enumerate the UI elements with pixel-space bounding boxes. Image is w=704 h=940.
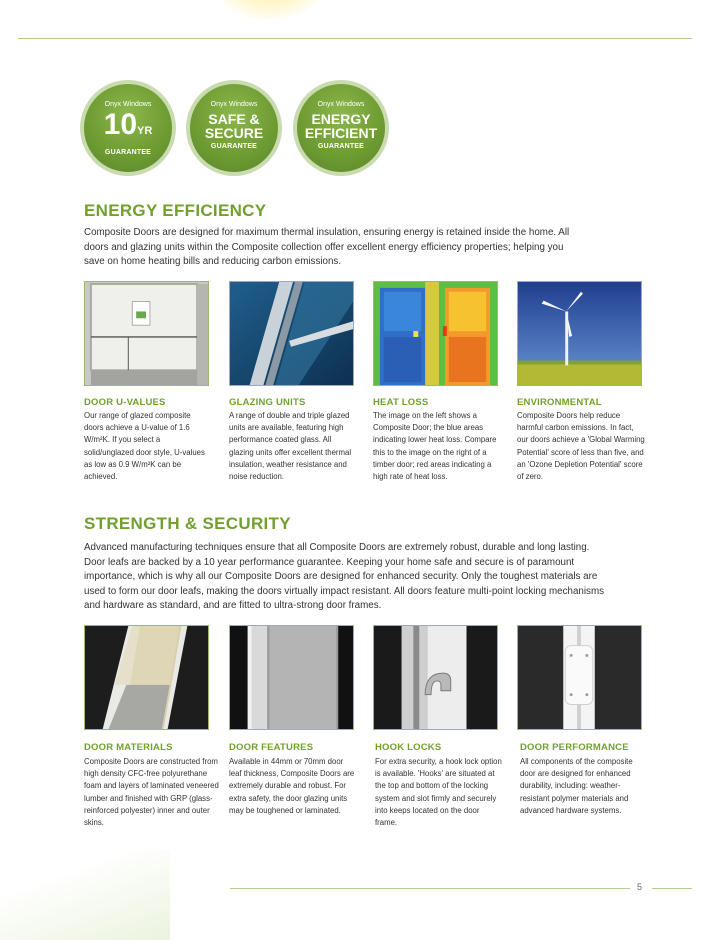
- badge-line: ENERGY: [311, 111, 371, 127]
- top-divider: [18, 38, 692, 39]
- badge-foot: GUARANTEE: [317, 143, 365, 150]
- bottom-divider: [230, 888, 630, 889]
- sun-glow-decoration: [210, 0, 330, 20]
- badge-number: 10YR: [103, 108, 153, 141]
- corner-decoration: [0, 850, 170, 940]
- door-u-values-text: Our range of glazed composite doors achieve a U-value of 1.6 W/m²K. If you select a solid/unglazed door style, U-values as low as 0.9 W/m²K can be achieved.: [84, 411, 205, 482]
- heat-loss-thermal-photo: [373, 281, 498, 386]
- glazing-units-title: GLAZING UNITS: [229, 397, 306, 408]
- door-materials-photo: [84, 625, 209, 730]
- door-features-photo: [229, 625, 354, 730]
- glazing-units-text: A range of double and triple glazed units are available, featuring high performance coated glass. All glazing units offer excellent thermal insulation, weather resistance and noise reduction.: [229, 411, 352, 482]
- bottom-divider-right: [652, 888, 692, 889]
- page-number: 5: [637, 882, 643, 892]
- door-performance-title: DOOR PERFORMANCE: [520, 742, 629, 753]
- door-materials-title: DOOR MATERIALS: [84, 742, 173, 753]
- strength-security-intro: Advanced manufacturing techniques ensure that all Composite Doors are extremely robust, durable and long lasting. Door leafs are backed by a 10 year performance guarantee. Keeping your home safe and secure is of paramount importance, which is why all our Composite Doors are designed for enhanced security. Only the toughest materials are used to form our door leafs, making the doors virtually impact resistant. All doors feature multi-point locking mechanisms and hardware as standard, and are fitted to ultra-strong door frames.: [84, 542, 605, 611]
- door-materials-text: Composite Doors are constructed from high density CFC-free polyurethane foam and layers of laminated veneered lumber and finished with GRP (glass-reinforced polyester) inner and outer skins.: [84, 757, 219, 828]
- environmental-title: ENVIRONMENTAL: [517, 397, 602, 408]
- energy-efficiency-heading: ENERGY EFFICIENCY: [84, 201, 267, 220]
- heat-loss-title: HEAT LOSS: [373, 397, 429, 408]
- badge-safe-secure: [186, 80, 282, 176]
- strength-security-heading: STRENGTH & SECURITY: [84, 514, 291, 533]
- door-performance-text: All components of the composite door are designed for enhanced durability, including: weather-resistant polymer materials and advanced hardware systems.: [520, 757, 633, 815]
- heat-loss-text: The image on the left shows a Composite Door; the blue areas indicating lower heat loss. Compare this to the image on the right of a timber door; red areas indicating a high rate of heat loss.: [373, 411, 497, 482]
- badge-line: SECURE: [204, 125, 264, 141]
- badge-foot: GUARANTEE: [104, 149, 152, 156]
- badge-brand: Onyx Windows: [210, 101, 258, 108]
- glazing-units-photo: [229, 281, 354, 386]
- environmental-text: Composite Doors help reduce harmful carbon emissions. In fact, our doors achieve a 'Global Warming Potential' score of less than five, and an 'Ozone Depletion Potential' score of zero.: [517, 411, 645, 482]
- energy-efficiency-intro: Composite Doors are designed for maximum thermal insulation, ensuring energy is retained inside the home. All doors and glazing units within the Composite collection offer excellent energy efficiency properties; helping you save on home heating bills and reducing carbon emissions.: [84, 227, 570, 267]
- hook-locks-title: HOOK LOCKS: [375, 742, 442, 753]
- badge-foot: GUARANTEE: [210, 143, 258, 150]
- door-u-values-title: DOOR U-VALUES: [84, 397, 166, 408]
- hook-locks-photo: [373, 625, 498, 730]
- door-features-text: Available in 44mm or 70mm door leaf thickness, Composite Doors are extremely durable and robust. For extra safety, the door glazing units may be toughened or laminated.: [229, 757, 355, 815]
- badge-line: SAFE &: [208, 111, 260, 127]
- door-u-values-photo: [84, 281, 209, 386]
- badge-energy-efficient: [293, 80, 389, 176]
- badge-line: EFFICIENT: [304, 125, 378, 141]
- badge-brand: Onyx Windows: [104, 101, 152, 108]
- door-performance-photo: [517, 625, 642, 730]
- badge-10yr-guarantee: [80, 80, 176, 176]
- hook-locks-text: For extra security, a hook lock option is available. 'Hooks' are situated at the top and bottom of the locking system and slot firmly and securely into keeps located on the door frame.: [375, 757, 502, 828]
- wind-turbine-photo: [517, 281, 642, 386]
- door-features-title: DOOR FEATURES: [229, 742, 314, 753]
- badge-brand: Onyx Windows: [317, 101, 365, 108]
